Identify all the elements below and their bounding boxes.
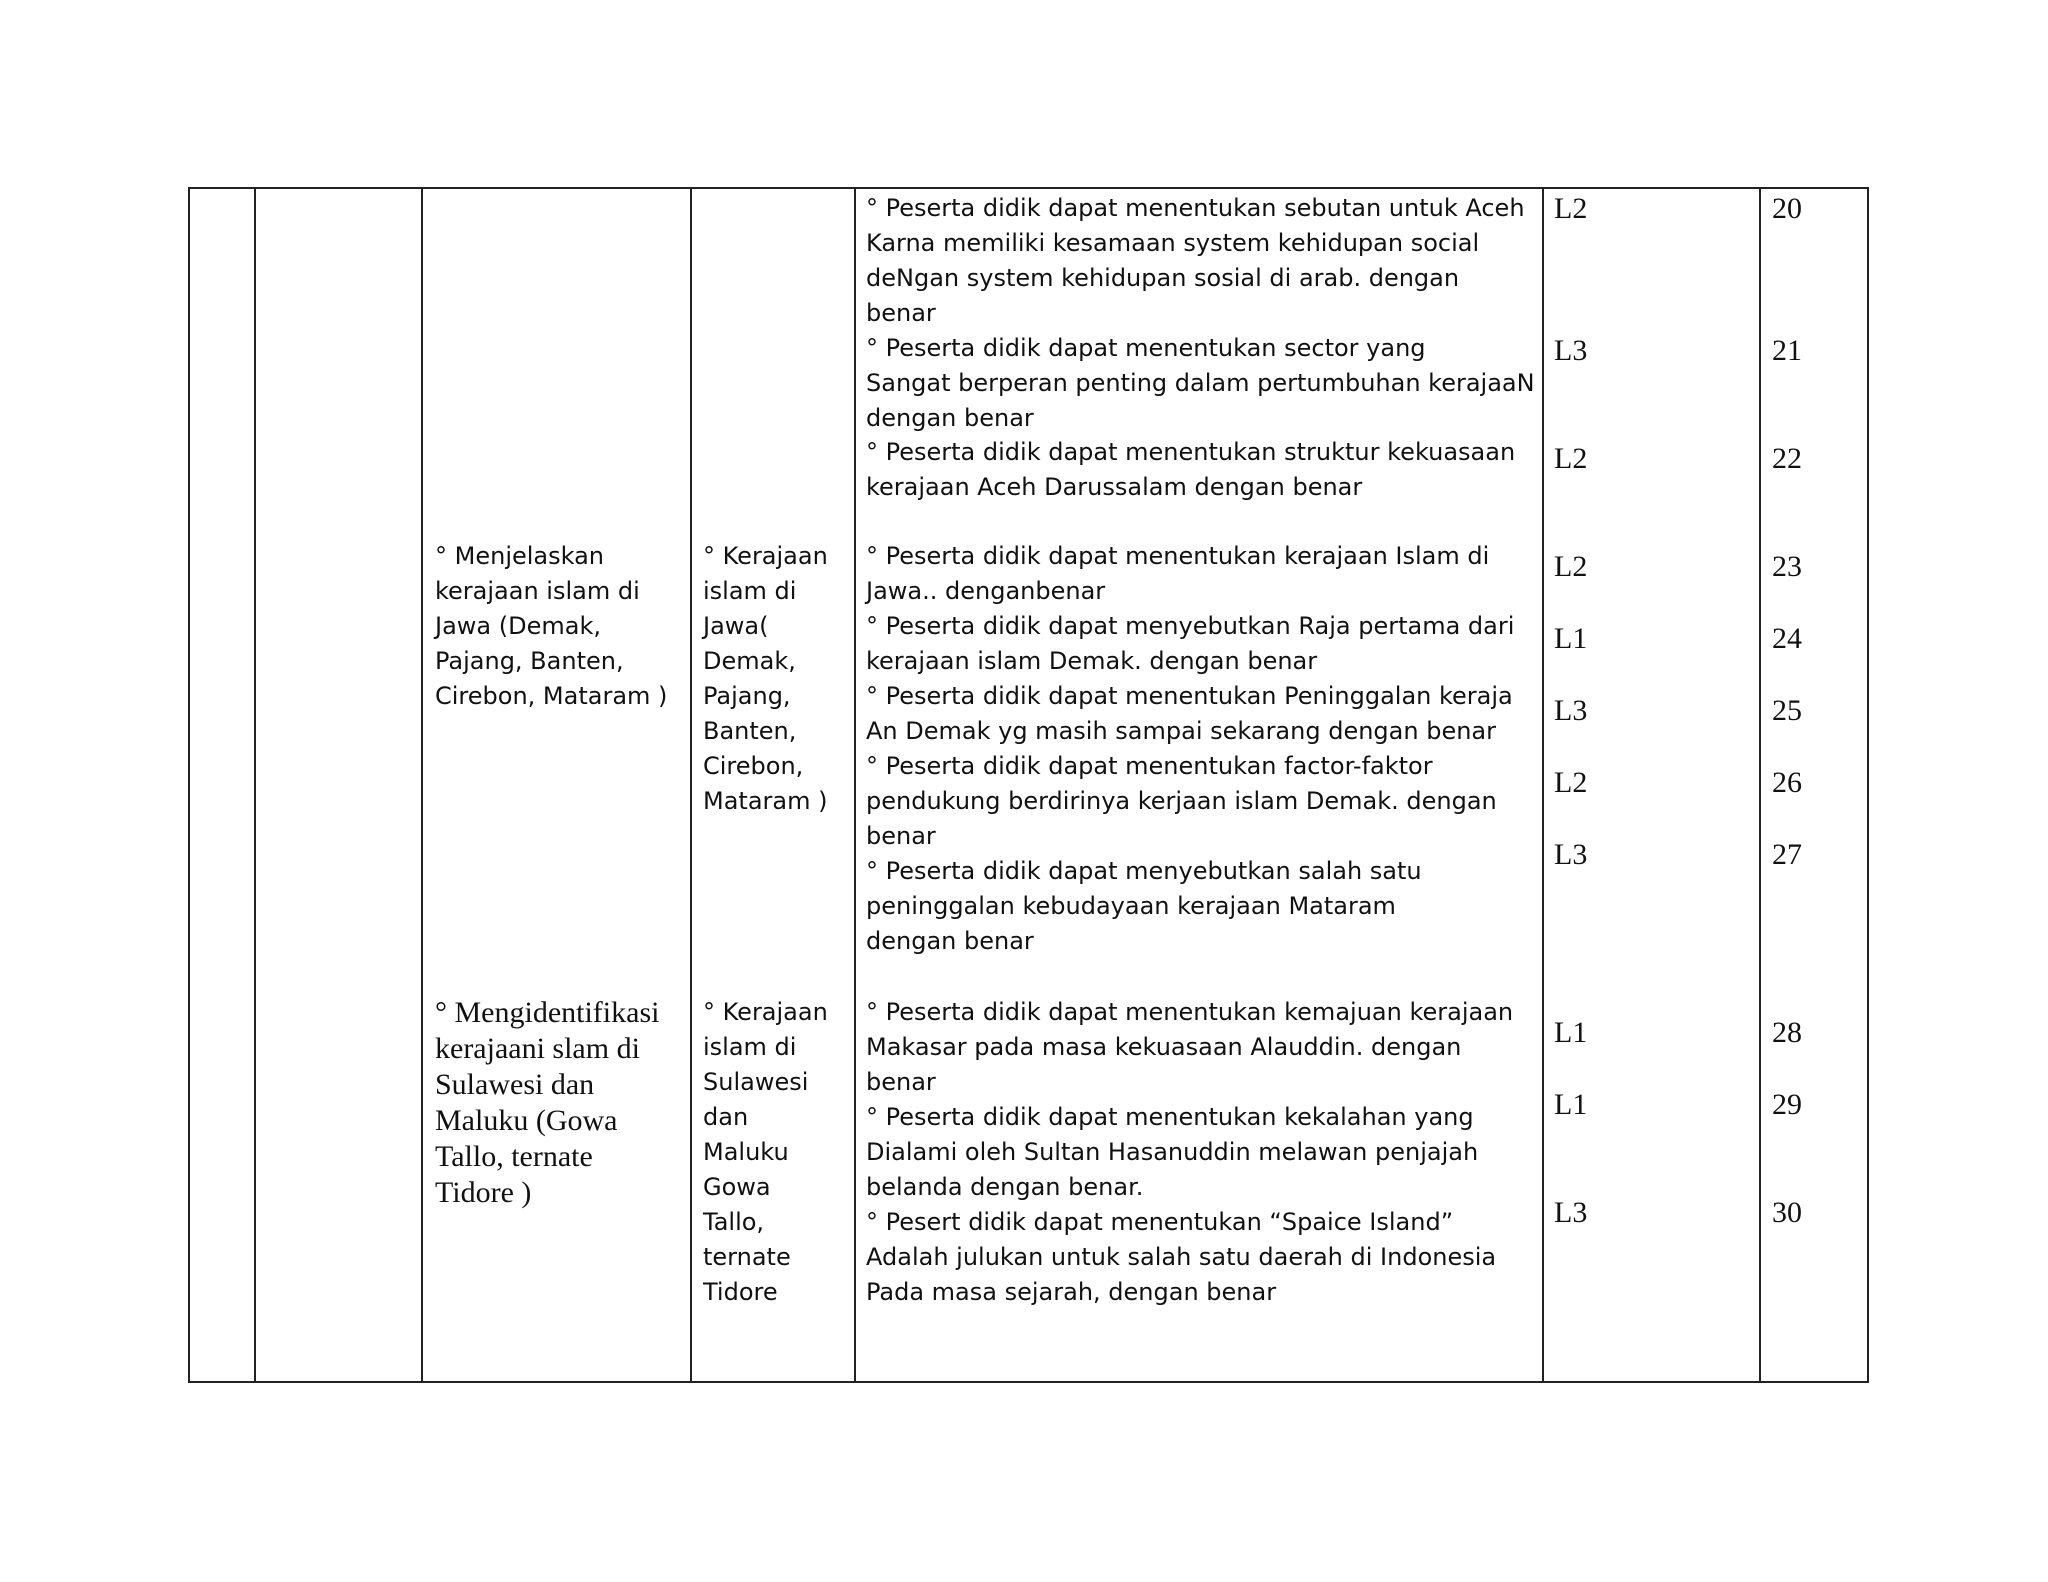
assessment-table	[188, 187, 1869, 1383]
indicator-text: ° Peserta didik dapat menentukan sebutan untuk Aceh Karna memiliki kesamaan system kehidupan social deNgan system kehidupan sosial di arab. dengan benar	[866, 194, 1525, 327]
number-cell: 24	[1772, 622, 1802, 655]
column-divider	[690, 189, 692, 1381]
level-cell: L2	[1554, 550, 1588, 583]
level-cell: L3	[1554, 1196, 1588, 1229]
level-cell: L3	[1554, 694, 1588, 727]
indicator-text: ° Peserta didik dapat menyebutkan Raja pertama dari kerajaan islam Demak. dengan benar	[866, 612, 1515, 675]
number-cell: 30	[1772, 1196, 1802, 1229]
column-divider	[1542, 189, 1544, 1381]
column-divider	[854, 189, 856, 1381]
number-cell: 20	[1772, 192, 1802, 225]
indicator-text: ° Peserta didik dapat menentukan factor-faktor pendukung berdirinya kerjaan islam Demak. dengan benar	[866, 752, 1497, 850]
indicator-text: ° Peserta didik dapat menentukan Peninggalan keraja An Demak yg masih sampai sekarang dengan benar	[866, 682, 1513, 745]
indicator-text: ° Peserta didik dapat menentukan kerajaan Islam di Jawa.. denganbenar	[866, 542, 1490, 605]
number-cell: 27	[1772, 838, 1802, 871]
column-divider	[1759, 189, 1761, 1381]
level-cell: L2	[1554, 192, 1588, 225]
number-cell: 26	[1772, 766, 1802, 799]
indicator-text: ° Peserta didik dapat menentukan sector yang Sangat berperan penting dalam pertumbuhan kerajaaN dengan benar	[866, 334, 1535, 432]
level-cell: L3	[1554, 838, 1588, 871]
number-cell: 29	[1772, 1088, 1802, 1121]
material-cell: ° Kerajaan islam di Jawa( Demak, Pajang, Banten, Cirebon, Mataram )	[703, 542, 828, 815]
indicator-text: ° Peserta didik dapat menentukan kekalahan yang Dialami oleh Sultan Hasanuddin melawan penjajah belanda dengan benar.	[866, 1103, 1479, 1201]
level-cell: L1	[1554, 1088, 1588, 1121]
level-cell: L2	[1554, 442, 1588, 475]
number-cell: 23	[1772, 550, 1802, 583]
level-cell: L3	[1554, 334, 1588, 367]
number-cell: 22	[1772, 442, 1802, 475]
level-cell: L2	[1554, 766, 1588, 799]
indicator-text: ° Peserta didik dapat menentukan struktur kekuasaan kerajaan Aceh Darussalam dengan benar	[866, 438, 1516, 501]
level-cell: L1	[1554, 622, 1588, 655]
number-cell: 25	[1772, 694, 1802, 727]
material-cell: ° Kerajaan islam di Sulawesi dan Maluku Gowa Tallo, ternate Tidore	[703, 998, 828, 1306]
indicator-text: ° Peserta didik dapat menyebutkan salah satu peninggalan kebudayaan kerajaan Mataram dengan benar	[866, 857, 1422, 955]
indicator-text: ° Pesert didik dapat menentukan “Spaice Island” Adalah julukan untuk salah satu daerah di Indonesia Pada masa sejarah, dengan benar	[866, 1208, 1497, 1306]
topic-cell: ° Mengidentifikasi kerajaani slam di Sulawesi dan Maluku (Gowa Tallo, ternate Tidore )	[435, 996, 660, 1209]
number-cell: 28	[1772, 1016, 1802, 1049]
column-divider	[421, 189, 423, 1381]
column-divider	[254, 189, 256, 1381]
number-cell: 21	[1772, 334, 1802, 367]
level-cell: L1	[1554, 1016, 1588, 1049]
indicator-text: ° Peserta didik dapat menentukan kemajuan kerajaan Makasar pada masa kekuasaan Alauddin. dengan benar	[866, 998, 1514, 1096]
topic-cell: ° Menjelaskan kerajaan islam di Jawa (Demak, Pajang, Banten, Cirebon, Mataram )	[435, 542, 668, 710]
